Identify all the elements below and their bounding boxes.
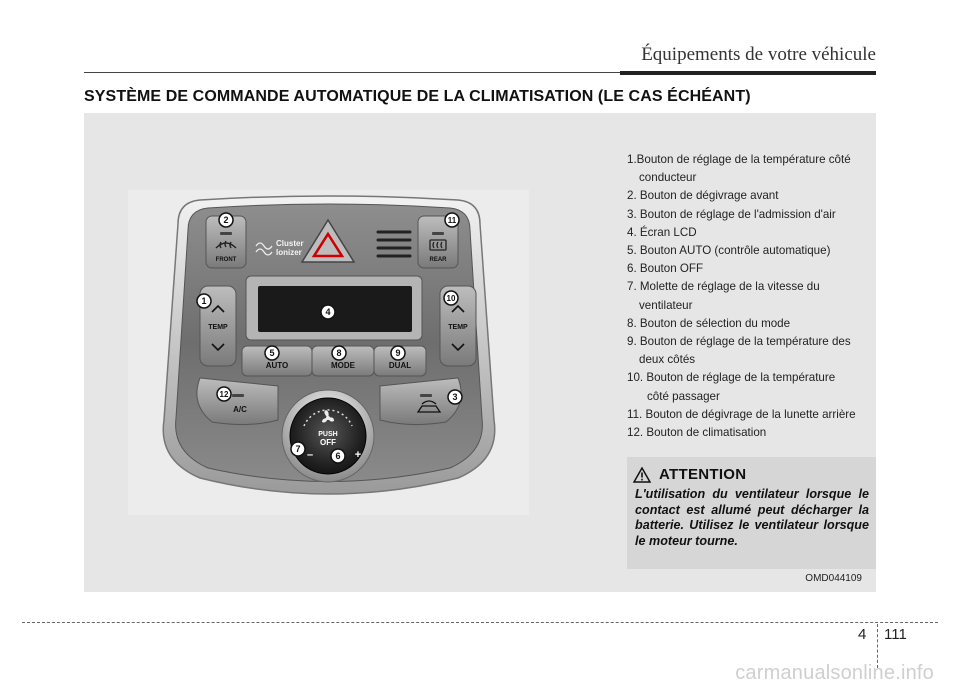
minus-label: – (306, 449, 314, 461)
front-label: FRONT (215, 257, 237, 263)
legend-item: 5. Bouton AUTO (contrôle automatique) (627, 244, 831, 258)
temp-right-label: TEMP (448, 324, 468, 331)
callout-11 (445, 213, 459, 227)
push-label: PUSH (318, 431, 338, 438)
warning-header (633, 466, 746, 483)
legend-item: 9. Bouton de réglage de la température des deux côtés (627, 335, 851, 367)
warning-text: L'utilisation du ventilateur lorsque le contact est allumé peut décharger la batterie. Utilisez le ventilateur lorsque le moteur tourne. (635, 487, 869, 548)
svg-text:7: 7 (295, 444, 301, 454)
warning-box (627, 457, 876, 569)
legend-item: 4. Écran LCD (627, 225, 697, 239)
callout-2 (219, 213, 233, 227)
legend-item: 3. Bouton de réglage de l'admission d'air (627, 207, 836, 221)
svg-text:10: 10 (446, 294, 456, 303)
legend-item: 11. Bouton de dégivrage de la lunette arrière (627, 407, 856, 421)
svg-text:3: 3 (452, 392, 458, 402)
callout-8 (332, 346, 346, 360)
warning-triangle-icon (633, 467, 651, 483)
svg-text:12: 12 (219, 390, 229, 399)
callout-7 (291, 442, 305, 456)
mode-label: MODE (331, 361, 355, 370)
svg-text:4: 4 (325, 307, 331, 317)
callout-9 (391, 346, 405, 360)
callout-4 (321, 305, 335, 319)
cluster-label: Cluster (276, 239, 304, 248)
chapter-header: Équipements de votre véhicule (641, 44, 876, 65)
warning-title: ATTENTION (659, 466, 747, 483)
footer-rule (22, 622, 938, 623)
svg-text:2: 2 (223, 215, 229, 225)
off-label: OFF (320, 438, 336, 447)
temp-left-label: TEMP (208, 324, 228, 331)
svg-text:5: 5 (269, 348, 275, 358)
callout-3 (448, 390, 462, 404)
legend-item: 7. Molette de réglage de la vitesse du ventilateur (627, 280, 820, 312)
climate-panel-illustration (128, 190, 529, 515)
legend-item: 8. Bouton de sélection du mode (627, 316, 791, 330)
svg-text:11: 11 (447, 216, 457, 225)
ac-button (197, 378, 278, 425)
legend-item: 10. Bouton de réglage de la température côté passager (627, 371, 836, 403)
plus-label: + (354, 449, 362, 461)
ionizer-label: Ionizer (276, 248, 302, 257)
legend-item: 1.Bouton de réglage de la température côté conducteur (627, 153, 851, 185)
legend-item: 2. Bouton de dégivrage avant (627, 189, 779, 203)
svg-text:1: 1 (201, 296, 207, 306)
header-rule-accent (620, 71, 876, 75)
figure-code: OMD044109 (805, 573, 862, 584)
callout-5 (265, 346, 279, 360)
page-number: 111 (884, 626, 907, 643)
auto-label: AUTO (265, 361, 289, 370)
callout-10 (444, 291, 458, 305)
chapter-number: 4 (858, 626, 867, 643)
rear-label: REAR (429, 257, 447, 263)
svg-text:8: 8 (336, 348, 342, 358)
section-title: SYSTÈME DE COMMANDE AUTOMATIQUE DE LA CLIMATISATION (LE CAS ÉCHÉANT) (84, 88, 751, 105)
callout-6 (331, 449, 345, 463)
dual-label: DUAL (388, 361, 412, 370)
legend-list (627, 151, 877, 442)
svg-text:9: 9 (395, 348, 401, 358)
legend-item: 12. Bouton de climatisation (627, 426, 767, 440)
ac-label: A/C (233, 405, 247, 414)
svg-text:6: 6 (335, 451, 341, 461)
watermark: carmanualsonline.info (735, 662, 934, 684)
legend-item: 6. Bouton OFF (627, 262, 704, 276)
callout-1 (197, 294, 211, 308)
callout-12 (217, 387, 231, 401)
